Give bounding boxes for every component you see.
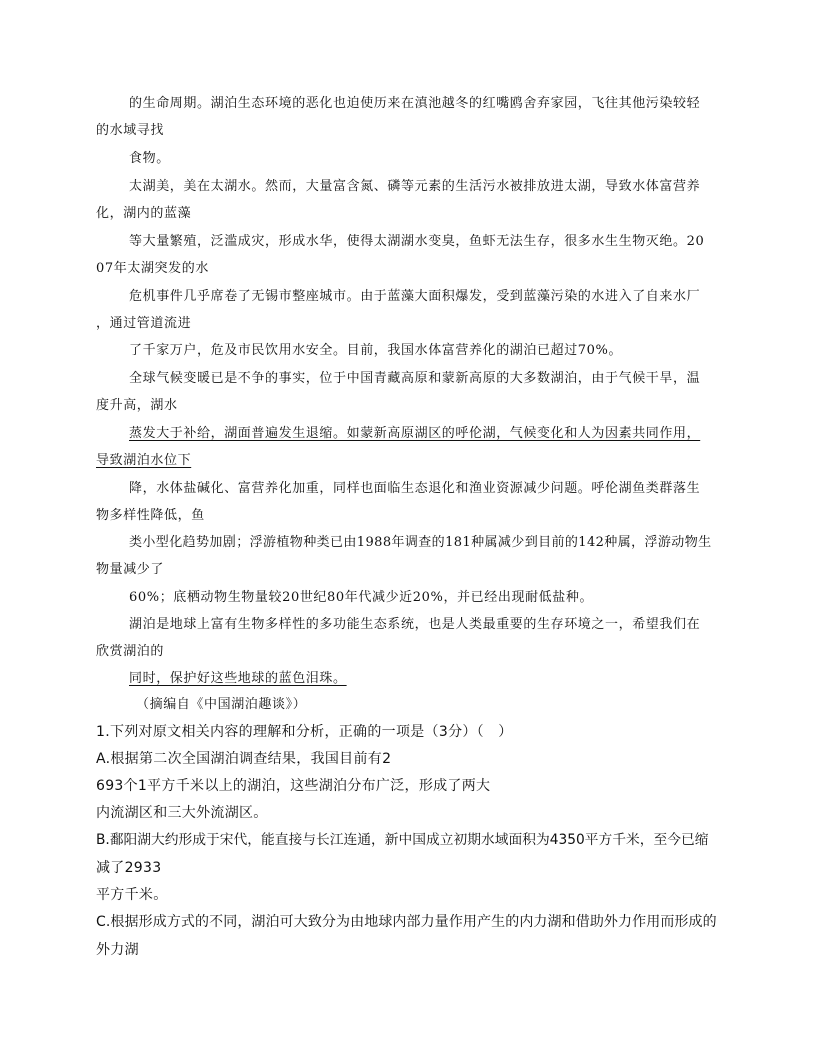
passage-line: 食物。 [129,151,170,166]
option-b-line: 平方千米。 [96,887,168,903]
passage-line: 物量减少了 [96,562,165,577]
passage-line: 等大量繁殖，泛滥成灾，形成水华，使得太湖湖水变臭，鱼虾无法生存，很多水生生物灭绝。20 [129,234,705,249]
option-a-line: 内流湖区和三大外流湖区。 [96,805,268,821]
question-stem: 1.下列对原文相关内容的理解和分析，正确的一项是（3分）（ ） [96,724,513,740]
passage-line: 了千家万户，危及市民饮用水安全。目前，我国水体富营养化的湖泊已超过70%。 [129,343,623,358]
option-c-line: C.根据形成方式的不同，湖泊可大致分为由地球内部力量作用产生的内力湖和借助外力作用而形成的 [96,914,717,930]
option-b-line: B.鄱阳湖大约形成于宋代，能直接与长江连通，新中国成立初期水域面积为4350平方千米，至今已缩 [96,832,709,848]
passage-line: 的水域寻找 [96,123,165,138]
passage-line: 湖泊是地球上富有生物多样性的多功能生态系统，也是人类最重要的生存环境之一，希望我们在 [129,617,701,632]
passage-line: 60%；底栖动物生物量较20世纪80年代减少近20%，并已经出现耐低盐种。 [129,590,594,605]
passage-line: 度升高，湖水 [96,398,178,413]
passage-line: 全球气候变暖已是不争的事实，位于中国青藏高原和蒙新高原的大多数湖泊，由于气候干旱，温 [129,371,701,386]
option-a-line: 693个1平方千米以上的湖泊，这些湖泊分布广泛，形成了两大 [96,778,491,794]
passage-line: 危机事件几乎席卷了无锡市整座城市。由于蓝藻大面积爆发，受到蓝藻污染的水进入了自来水厂 [129,289,701,304]
passage-line-underlined: 同时，保护好这些地球的蓝色泪珠。 [129,671,347,686]
source-citation: （摘编自《中国湖泊趣谈》） [136,697,307,712]
passage-line: 太湖美，美在太湖水。然而，大量富含氮、磷等元素的生活污水被排放进太湖，导致水体富营养 [129,179,701,194]
passage-line-underlined: 导致湖泊水位下 [96,453,192,468]
passage-line: 的生命周期。湖泊生态环境的恶化也迫使历来在滇池越冬的红嘴鸥舍弃家园，飞往其他污染较轻 [129,96,701,111]
passage-line: 降，水体盐碱化、富营养化加重，同样也面临生态退化和渔业资源减少问题。呼伦湖鱼类群落生 [129,481,701,496]
option-c-line: 外力湖 [96,942,139,958]
passage-line-underlined: 蒸发大于补给，湖面普遍发生退缩。如蒙新高原湖区的呼伦湖，气候变化和人为因素共同作用， [129,426,701,441]
passage-line: 化，湖内的蓝藻 [96,206,192,221]
passage-line: ，通过管道流进 [96,316,192,331]
passage-line: 欣赏湖泊的 [96,644,165,659]
option-b-line: 减了2933 [96,860,162,876]
option-a-line: A.根据第二次全国湖泊调查结果，我国目前有2 [96,751,392,767]
passage-line: 物多样性降低，鱼 [96,508,205,523]
passage-line: 类小型化趋势加剧；浮游植物种类已由1988年调查的181种属减少到目前的142种属，浮游动物生 [129,535,712,550]
passage-line: 07年太湖突发的水 [96,261,209,276]
